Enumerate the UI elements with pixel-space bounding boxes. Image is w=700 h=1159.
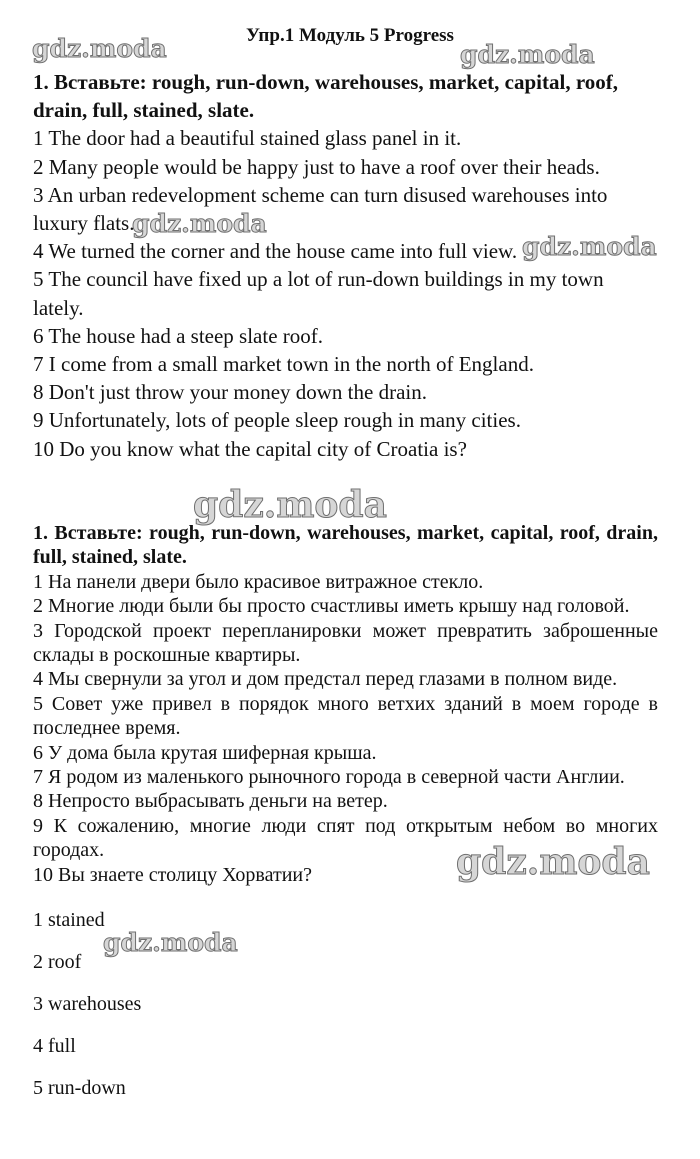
sentence-en: 1 The door had a beautiful stained glass panel in it. xyxy=(33,126,462,151)
sentence-en: 5 The council have fixed up a lot of run-down buildings in my town lately. xyxy=(33,267,604,320)
watermark: gdz.moda xyxy=(193,484,387,526)
answer-item: 4 full xyxy=(33,1035,76,1057)
watermark: gdz.moda xyxy=(460,40,595,69)
english-exercise xyxy=(33,68,658,463)
sentence-en: 10 Do you know what the capital city of Croatia is? xyxy=(33,436,467,461)
sentence-ru: 9 К сожалению, многие люди спят под открытым небом во многих городах. xyxy=(33,814,658,862)
answer-item: 1 stained xyxy=(33,909,105,931)
sentence-ru: 1 На панели двери было красивое витражное стекло. xyxy=(33,570,484,593)
watermark: gdz.moda xyxy=(456,841,650,883)
sentence-en: 8 Don't just throw your money down the drain. xyxy=(33,380,427,405)
sentence-en: 7 I come from a small market town in the north of England. xyxy=(33,352,534,377)
sentence-en: 6 The house had a steep slate roof. xyxy=(33,323,324,348)
watermark: gdz.moda xyxy=(132,209,267,238)
sentence-ru: 4 Мы свернули за угол и дом предстал перед глазами в полном виде. xyxy=(33,668,618,691)
sentence-en: 2 Many people would be happy just to have a roof over their heads. xyxy=(33,154,600,179)
sentence-ru: 10 Вы знаете столицу Хорватии? xyxy=(33,863,312,886)
watermark: gdz.moda xyxy=(103,928,238,957)
sentence-ru: 3 Городской проект перепланировки может превратить заброшенные склады в роскошные квартиры. xyxy=(33,619,658,667)
sentence-ru: 2 Многие люди были бы просто счастливы иметь крышу над головой. xyxy=(33,595,630,618)
answer-item: 5 run-down xyxy=(33,1077,126,1099)
russian-translation xyxy=(33,521,658,887)
page-title: Упр.1 Модуль 5 Progress xyxy=(246,25,454,46)
sentence-ru: 6 У дома была крутая шиферная крыша. xyxy=(33,741,377,764)
task-instruction-ru: 1. Вставьте: rough, run-down, warehouses, market, capital, roof, drain, full, stained, slate. xyxy=(33,522,658,569)
answer-item: 2 roof xyxy=(33,951,82,973)
sentence-en: 4 We turned the corner and the house came into full view. xyxy=(33,239,518,264)
sentence-ru: 5 Совет уже привел в порядок много ветхих зданий в моем городе в последнее время. xyxy=(33,692,658,740)
task-instruction-en: 1. Вставьте: rough, run-down, warehouses, market, capital, roof, drain, full, stained, slate. xyxy=(33,70,619,123)
sentence-ru: 8 Непросто выбрасывать деньги на ветер. xyxy=(33,790,388,813)
sentence-en: 9 Unfortunately, lots of people sleep rough in many cities. xyxy=(33,408,521,433)
sentence-ru: 7 Я родом из маленького рыночного города в северной части Англии. xyxy=(33,766,625,789)
sentence-en: 3 An urban redevelopment scheme can turn disused warehouses into luxury flats. xyxy=(33,182,608,236)
watermark: gdz.moda xyxy=(32,34,167,63)
watermark: gdz.moda xyxy=(522,232,657,261)
answer-item: 3 warehouses xyxy=(33,993,142,1015)
